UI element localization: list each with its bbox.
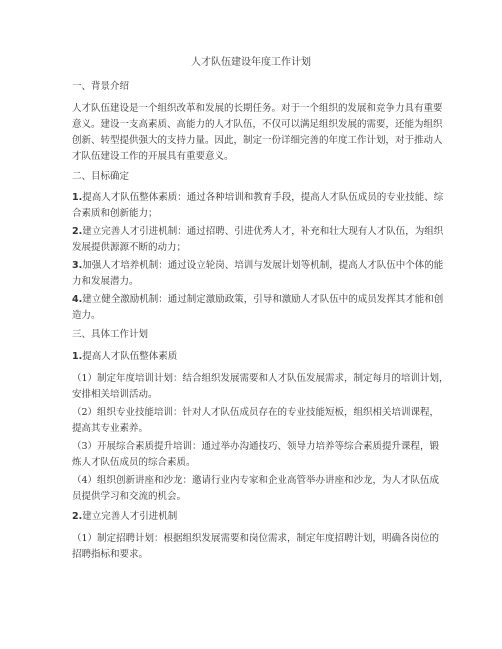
plan-item-text: （4）组织创新讲座和沙龙：邀请行业内专家和企业高管举办讲座和沙龙，为人才队伍成 (72, 475, 440, 486)
goal-text: 建立健全激励机制：通过制定激励政策，引导和激励人才队伍中的成员发挥其才能和创 (82, 294, 444, 305)
goal-number: 2. (72, 226, 83, 237)
goal-text-continued: 造力。 (72, 310, 101, 321)
subsection-title (72, 349, 432, 365)
goal-item (72, 258, 444, 290)
goal-text-continued: 力和发展潜力。 (72, 276, 139, 287)
plan-item-text-continued: 招聘指标和要求。 (72, 549, 149, 560)
paragraph-line: 意义。建设一支高素质、高能力的人才队伍，不仅可以满足组织发展的需要，还能为组织 (72, 119, 443, 130)
goal-item (72, 292, 444, 324)
plan-item-text: （3）开展综合素质提升培训：通过举办沟通技巧、领导力培养等综合素质提升课程，锻 (72, 441, 440, 452)
subsection-title-text: 建立完善人才引进机制 (82, 511, 178, 522)
subsection-number: 1. (72, 351, 83, 362)
subsection-title (72, 509, 432, 525)
plan-item (72, 439, 440, 471)
paragraph-line: 创新、转型提供强大的支持力量。因此，制定一份详细完善的年度工作计划，对于推动人 (72, 135, 443, 146)
section-heading-goals: 二、目标确定 (72, 171, 130, 182)
plan-item-text-continued: 安排相关培训活动。 (72, 389, 158, 400)
plan-item-text-continued: 员提供学习和交流的机会。 (72, 491, 187, 502)
plan-item-text: （1）制定招聘计划：根据组织发展需要和岗位需求，制定年度招聘计划，明确各岗位的 (72, 533, 440, 544)
background-paragraph (72, 101, 443, 165)
plan-item (72, 371, 449, 403)
plan-item-text: （1）制定年度培训计划：结合组织发展需要和人才队伍发展需求，制定每月的培训计划， (72, 373, 449, 384)
goal-number: 3. (72, 260, 83, 271)
subsection-title-text: 提高人才队伍整体素质 (82, 351, 178, 362)
plan-item (72, 405, 440, 437)
section-heading-background: 一、背景介绍 (72, 81, 130, 92)
plan-item-text-continued: 提高其专业素养。 (72, 423, 149, 434)
paragraph-line: 才队伍建设工作的开展具有重要意义。 (72, 151, 234, 162)
plan-item (72, 531, 440, 563)
goal-text-continued: 合素质和创新能力； (72, 208, 158, 219)
goal-text-continued: 发展提供源源不断的动力； (72, 242, 187, 253)
plan-item-text-continued: 炼人才队伍成员的综合素质。 (72, 457, 196, 468)
goal-number: 4. (72, 294, 83, 305)
goal-item (72, 190, 444, 222)
subsection-number: 2. (72, 511, 83, 522)
goal-text: 建立完善人才引进机制：通过招聘、引进优秀人才，补充和壮大现有人才队伍，为组织 (82, 226, 444, 237)
document-title: 人才队伍建设年度工作计划 (191, 57, 311, 68)
plan-item (72, 473, 440, 505)
goal-number: 1. (72, 192, 83, 203)
goal-text: 提高人才队伍整体素质：通过各种培训和教育手段，提高人才队伍成员的专业技能、综 (82, 192, 444, 203)
goal-item (72, 224, 444, 256)
goal-text: 加强人才培养机制：通过设立轮岗、培训与发展计划等机制，提高人才队伍中个体的能 (82, 260, 444, 271)
paragraph-line: 人才队伍建设是一个组织改革和发展的长期任务。对于一个组织的发展和竞争力具有重要 (72, 103, 443, 114)
section-heading-plan: 三、具体工作计划 (72, 329, 149, 340)
plan-item-text: （2）组织专业技能培训：针对人才队伍成员存在的专业技能短板，组织相关培训课程， (72, 407, 440, 418)
